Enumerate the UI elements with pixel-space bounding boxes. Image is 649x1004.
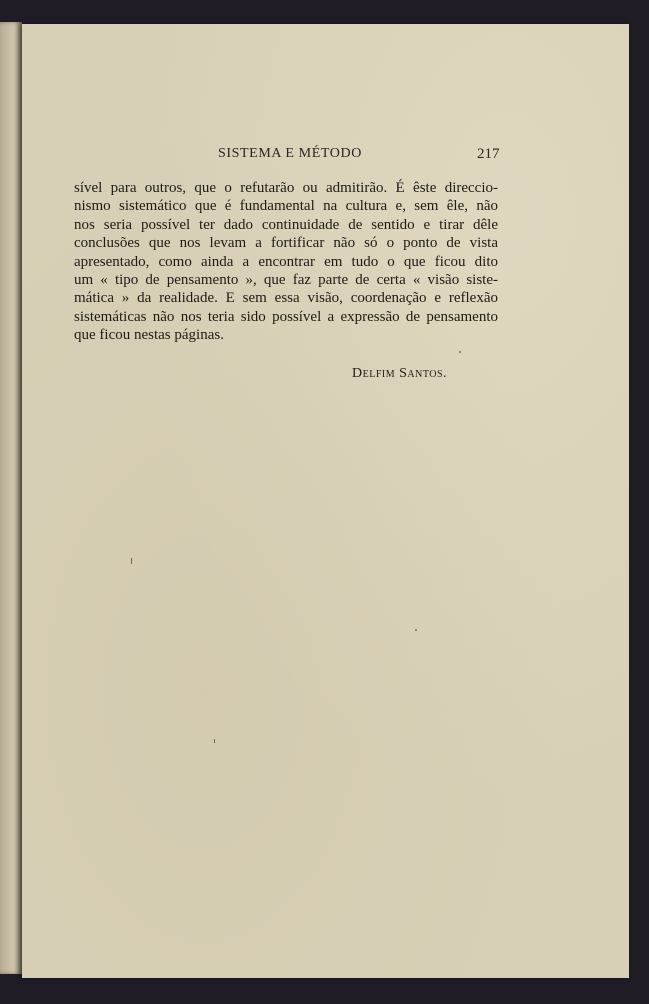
text-line: nos seria possível ter dado continuidade de sentido e tirar dêle [74, 216, 498, 233]
text-line: nismo sistemático que é fundamental na cultura e, sem êle, não [74, 198, 498, 215]
paper-speck [415, 629, 417, 631]
page-number: 217 [477, 146, 500, 162]
paper-speck [214, 739, 215, 743]
text-line: conclusões que nos levam a fortificar não só o ponto de vista [74, 235, 498, 252]
text-line: mática » da realidade. E sem essa visão, coordenação e reflexão [74, 290, 498, 307]
author-signature: Delfim Santos. [352, 366, 448, 381]
body-paragraph [74, 179, 498, 345]
running-head-title: SISTEMA E MÉTODO [218, 146, 362, 161]
text-line: sistemáticas não nos teria sido possível a expressão de pensamento [74, 308, 498, 325]
running-head [22, 146, 629, 166]
show-through-text [272, 419, 472, 509]
text-line: que ficou nestas páginas. [74, 327, 224, 344]
text-line: apresentado, como ainda a encontrar em tudo o que ficou dito [74, 253, 498, 270]
facing-page-edge [0, 22, 22, 974]
book-page [22, 24, 629, 978]
text-line: sível para outros, que o refutarão ou admitirão. É êste direccio- [74, 180, 498, 196]
text-line: um « tipo de pensamento », que faz parte de certa « visão siste- [74, 271, 498, 288]
paper-speck [131, 558, 132, 564]
paper-speck [459, 351, 461, 353]
